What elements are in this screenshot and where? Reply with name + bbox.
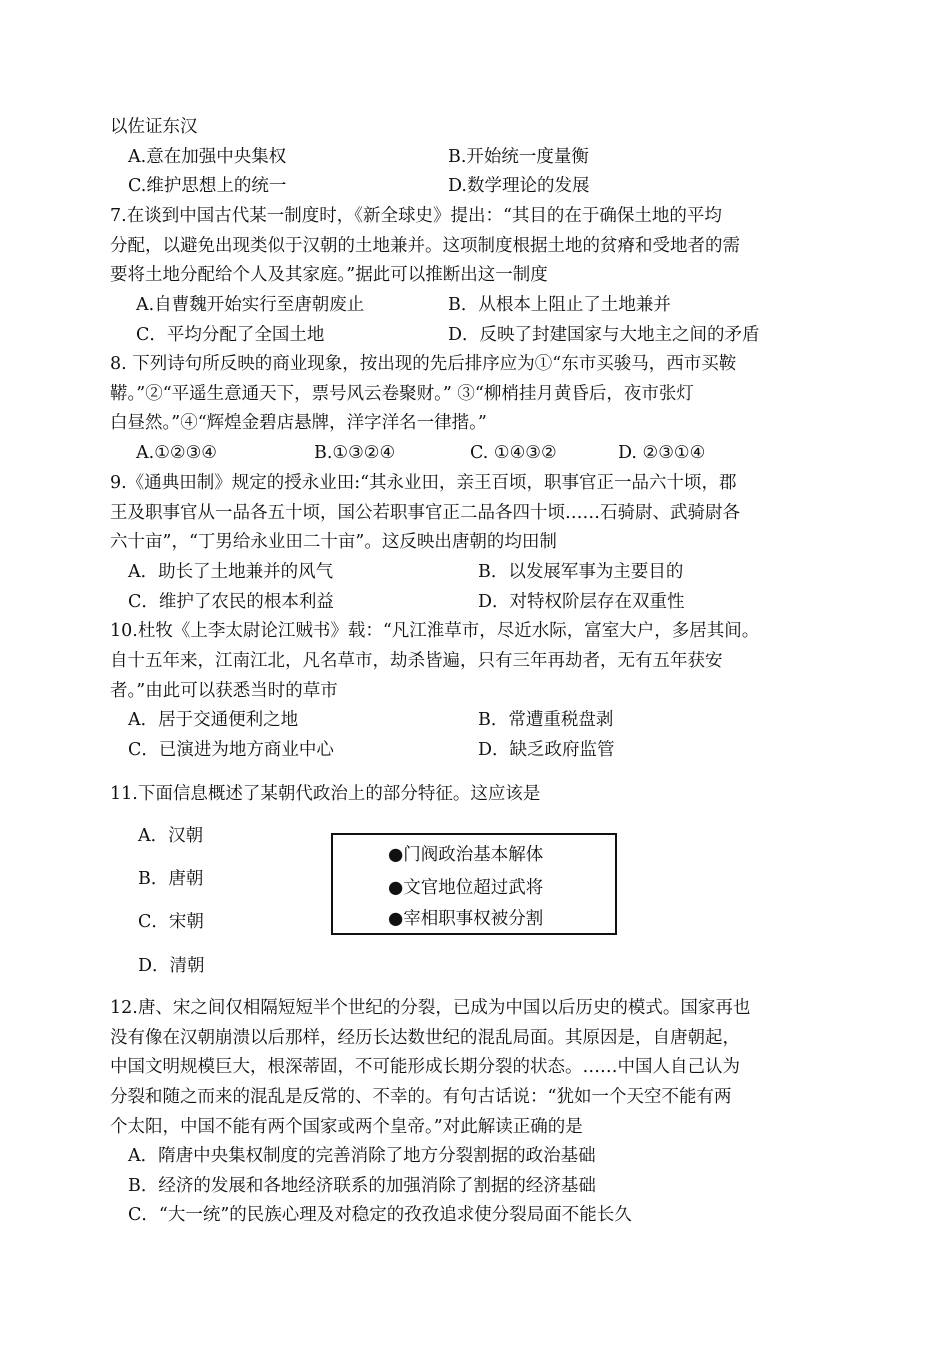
q10-stem-line-3: 者。”由此可以获悉当时的草市 bbox=[110, 681, 338, 701]
q12-stem-line-3: 中国文明规模巨大，根深蒂固，不可能形成长期分裂的状态。……中国人自己认为 bbox=[110, 1057, 740, 1077]
q10-option-d: D．缺乏政府监管 bbox=[478, 740, 615, 760]
q10-option-c: C．已演进为地方商业中心 bbox=[128, 740, 334, 760]
q9-stem-line-1: 9.《通典田制》规定的授永业田:“其永业田，亲王百顷，职事官正一品六十顷，郡 bbox=[110, 473, 737, 493]
q7-option-b: B．从根本上阻止了土地兼并 bbox=[448, 295, 671, 315]
q11-info-item: ●门阀政治基本解体 bbox=[388, 845, 544, 865]
q12-option-b: B．经济的发展和各地经济联系的加强消除了割据的经济基础 bbox=[128, 1176, 596, 1196]
q9-stem-line-2: 王及职事官从一品各五十顷，国公若职事官正二品各四十顷……石骑尉、武骑尉各 bbox=[110, 503, 740, 523]
q9-option-b: B．以发展军事为主要目的 bbox=[478, 562, 684, 582]
q11-info-box bbox=[331, 833, 617, 935]
q12-stem-line-4: 分裂和随之而来的混乱是反常的、不幸的。有句古话说：“犹如一个天空不能有两 bbox=[110, 1087, 732, 1107]
q7-stem-line-1: 7.在谈到中国古代某一制度时，《新全球史》提出：“其目的在于确保土地的平均 bbox=[110, 206, 722, 226]
q8-option-b: B.①③②④ bbox=[314, 443, 396, 463]
q12-option-a: A．隋唐中央集权制度的完善消除了地方分裂割据的政治基础 bbox=[128, 1146, 596, 1166]
q7-stem-line-3: 要将土地分配给个人及其家庭。”据此可以推断出这一制度 bbox=[110, 265, 548, 285]
q9-option-c: C．维护了农民的根本利益 bbox=[128, 592, 334, 612]
q6-option-d: D.数学理论的发展 bbox=[448, 176, 590, 196]
q6-option-c: C.维护思想上的统一 bbox=[128, 176, 287, 196]
q12-stem-line-2: 没有像在汉朝崩溃以后那样，经历长达数世纪的混乱局面。其原因是，自唐朝起， bbox=[110, 1028, 740, 1048]
q12-stem-line-1: 12.唐、宋之间仅相隔短短半个世纪的分裂，已成为中国以后历史的模式。国家再也 bbox=[110, 998, 751, 1018]
q9-option-a: A．助长了土地兼并的风气 bbox=[128, 562, 334, 582]
q11-stem: 11.下面信息概述了某朝代政治上的部分特征。这应该是 bbox=[110, 784, 541, 804]
q10-stem-line-1: 10.杜牧《上李太尉论江贼书》载：“凡江淮草市，尽近水际，富室大户，多居其间。 bbox=[110, 621, 760, 641]
q11-option-b: B．唐朝 bbox=[138, 869, 204, 889]
q8-option-c: C. ①④③② bbox=[470, 443, 557, 463]
q8-option-d: D. ②③①④ bbox=[618, 443, 706, 463]
q12-stem-line-5: 个太阳，中国不能有两个国家或两个皇帝。”对此解读正确的是 bbox=[110, 1117, 583, 1137]
q10-option-b: B．常遭重税盘剥 bbox=[478, 710, 614, 730]
q8-option-a: A.①②③④ bbox=[136, 443, 217, 463]
q11-info-item: ●宰相职事权被分割 bbox=[388, 909, 544, 929]
q7-option-d: D．反映了封建国家与大地主之间的矛盾 bbox=[448, 325, 760, 345]
q9-stem-line-3: 六十亩”，“丁男给永业田二十亩”。这反映出唐朝的均田制 bbox=[110, 532, 557, 552]
q11-option-d: D．清朝 bbox=[138, 956, 205, 976]
q11-option-c: C．宋朝 bbox=[138, 912, 204, 932]
q8-stem-line-3: 白昼然。”④“辉煌金碧店悬牌，洋字洋名一律揩。” bbox=[110, 413, 487, 433]
q11-info-item: ●文官地位超过武将 bbox=[388, 878, 544, 898]
q11-option-a: A．汉朝 bbox=[138, 826, 204, 846]
q6-option-b: B.开始统一度量衡 bbox=[448, 147, 589, 167]
q10-option-a: A．居于交通便利之地 bbox=[128, 710, 299, 730]
q6-stem-tail: 以佐证东汉 bbox=[110, 117, 198, 137]
q12-option-c: C．“大一统”的民族心理及对稳定的孜孜追求使分裂局面不能长久 bbox=[128, 1205, 632, 1225]
q8-stem-line-2: 鞯。”②“平遥生意通天下，票号风云卷聚财。” ③“柳梢挂月黄昏后，夜市张灯 bbox=[110, 384, 694, 404]
q7-option-a: A.自曹魏开始实行至唐朝废止 bbox=[136, 295, 365, 315]
q6-option-a: A.意在加强中央集权 bbox=[128, 147, 287, 167]
q10-stem-line-2: 自十五年来，江南江北，凡名草市，劫杀皆遍，只有三年再劫者，无有五年获安 bbox=[110, 651, 723, 671]
q7-stem-line-2: 分配，以避免出现类似于汉朝的土地兼并。这项制度根据土地的贫瘠和受地者的需 bbox=[110, 236, 740, 256]
q9-option-d: D．对特权阶层存在双重性 bbox=[478, 592, 685, 612]
q8-stem-line-1: 8. 下列诗句所反映的商业现象，按出现的先后排序应为①“东市买骏马，西市买鞍 bbox=[110, 354, 737, 374]
q7-option-c: C．平均分配了全国土地 bbox=[136, 325, 325, 345]
